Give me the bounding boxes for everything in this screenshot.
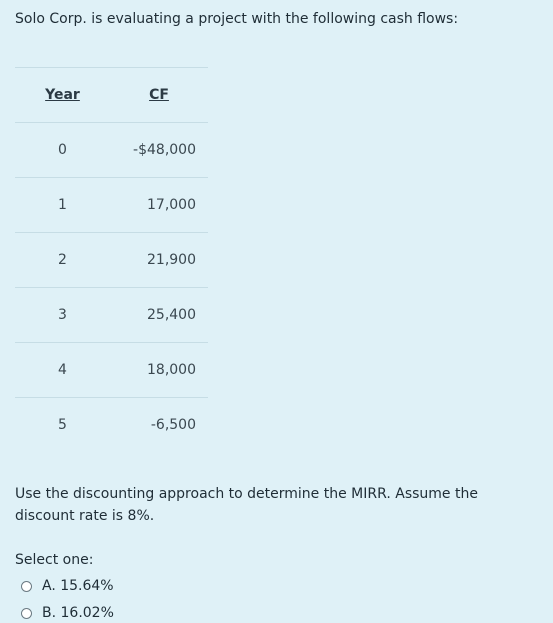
answer-option-b-label: B. 16.02%: [42, 605, 114, 621]
year-cell: 4: [15, 343, 110, 398]
cash-flow-cell: -6,500: [110, 398, 208, 453]
question-task: Use the discounting approach to determine the MIRR. Assume the discount rate is 8%.: [15, 486, 478, 524]
year-cell: 5: [15, 398, 110, 453]
cash-flow-table: [15, 67, 208, 452]
year-cell: 3: [15, 288, 110, 343]
year-cell: 1: [15, 178, 110, 233]
cash-flow-cell: 21,900: [110, 233, 208, 288]
answer-option-b[interactable]: [21, 603, 114, 623]
question-intro: Solo Corp. is evaluating a project with the following cash flows:: [15, 11, 459, 27]
year-cell: 2: [15, 233, 110, 288]
table-header-row: [15, 68, 208, 123]
table-row: [15, 123, 208, 178]
year-cell: 0: [15, 123, 110, 178]
radio-button-b[interactable]: [21, 608, 32, 619]
cash-flow-cell: 18,000: [110, 343, 208, 398]
cash-flow-cell: -$48,000: [110, 123, 208, 178]
table-row: [15, 398, 208, 453]
year-column-header: Year: [15, 68, 110, 123]
table-row: [15, 233, 208, 288]
cf-column-header: CF: [110, 68, 208, 123]
cash-flow-cell: 25,400: [110, 288, 208, 343]
answer-option-a-label: A. 15.64%: [42, 578, 114, 594]
radio-button-a[interactable]: [21, 581, 32, 592]
table-row: [15, 288, 208, 343]
select-one-label: Select one:: [15, 552, 94, 568]
answer-option-a[interactable]: [21, 576, 114, 596]
cash-flow-cell: 17,000: [110, 178, 208, 233]
table-row: [15, 178, 208, 233]
table-row: [15, 343, 208, 398]
